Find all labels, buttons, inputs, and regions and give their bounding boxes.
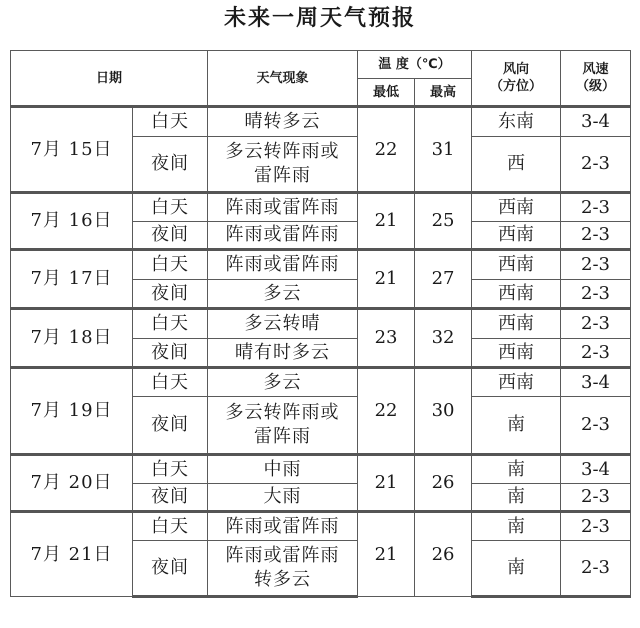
wind-direction-cell: 西南 <box>472 193 561 222</box>
wind-speed-cell: 2-3 <box>561 309 631 339</box>
period-cell: 夜间 <box>133 137 208 193</box>
min-temp-cell: 22 <box>358 107 415 193</box>
header-date: 日期 <box>11 51 208 107</box>
period-cell: 夜间 <box>133 397 208 455</box>
period-cell: 白天 <box>133 309 208 339</box>
wind-speed-cell: 2-3 <box>561 137 631 193</box>
wind-direction-cell: 东南 <box>472 107 561 137</box>
weather-text: 阵雨或雷阵雨 <box>225 515 340 537</box>
wind-speed-cell: 2-3 <box>561 397 631 455</box>
max-temp-cell: 32 <box>415 309 472 368</box>
weather-cell <box>208 309 358 339</box>
period-cell: 白天 <box>133 107 208 137</box>
header-wind-speed-label: 风速 <box>582 62 609 77</box>
period-cell: 白天 <box>133 193 208 222</box>
weather-cell <box>208 397 358 455</box>
weather-text: 晴有时多云 <box>235 341 331 363</box>
table-row <box>11 309 631 339</box>
wind-direction-cell: 南 <box>472 484 561 512</box>
weather-text: 晴转多云 <box>244 111 321 132</box>
weather-text: 雷阵雨 <box>254 165 312 186</box>
weather-text: 多云转晴 <box>244 313 321 334</box>
wind-direction-cell: 南 <box>472 397 561 455</box>
min-temp-cell: 21 <box>358 250 415 309</box>
min-temp-cell: 21 <box>358 193 415 250</box>
weather-cell <box>208 107 358 137</box>
wind-speed-cell: 2-3 <box>561 541 631 597</box>
wind-speed-cell: 2-3 <box>561 512 631 541</box>
weather-cell <box>208 484 358 512</box>
weather-text: 多云 <box>263 371 302 393</box>
weather-text: 阵雨或雷阵雨 <box>225 224 340 245</box>
table-row <box>11 512 631 541</box>
weather-text: 雷阵雨 <box>254 426 312 447</box>
footer-artifact <box>430 620 540 626</box>
header-min-temp: 最低 <box>358 79 415 107</box>
forecast-table <box>10 50 631 598</box>
wind-direction-cell: 西南 <box>472 250 561 280</box>
wind-speed-cell: 2-3 <box>561 193 631 222</box>
period-cell: 白天 <box>133 455 208 484</box>
max-temp-cell: 26 <box>415 455 472 512</box>
weather-text: 阵雨或雷阵雨 <box>225 254 340 275</box>
wind-speed-cell: 3-4 <box>561 455 631 484</box>
period-cell: 夜间 <box>133 280 208 309</box>
wind-direction-cell: 西南 <box>472 309 561 339</box>
max-temp-cell: 27 <box>415 250 472 309</box>
min-temp-cell: 21 <box>358 455 415 512</box>
period-cell: 夜间 <box>133 541 208 597</box>
date-cell: 7月 19日 <box>11 368 133 455</box>
min-temp-cell: 21 <box>358 512 415 597</box>
period-cell: 夜间 <box>133 484 208 512</box>
wind-direction-cell: 西南 <box>472 339 561 368</box>
wind-speed-cell: 3-4 <box>561 368 631 397</box>
wind-direction-cell: 西南 <box>472 222 561 250</box>
period-cell: 夜间 <box>133 222 208 250</box>
max-temp-cell: 30 <box>415 368 472 455</box>
wind-direction-cell: 西南 <box>472 280 561 309</box>
date-cell: 7月 18日 <box>11 309 133 368</box>
wind-speed-cell: 2-3 <box>561 339 631 368</box>
wind-speed-cell: 2-3 <box>561 280 631 309</box>
weather-cell <box>208 368 358 397</box>
weather-cell <box>208 222 358 250</box>
weather-cell <box>208 512 358 541</box>
wind-speed-cell: 2-3 <box>561 250 631 280</box>
period-cell: 白天 <box>133 368 208 397</box>
wind-direction-cell: 西南 <box>472 368 561 397</box>
date-cell: 7月 17日 <box>11 250 133 309</box>
header-wind-direction-label: 风向 <box>503 62 530 77</box>
wind-direction-cell: 南 <box>472 512 561 541</box>
min-temp-cell: 23 <box>358 309 415 368</box>
weather-cell <box>208 193 358 222</box>
weather-text: 多云 <box>263 282 302 304</box>
wind-direction-cell: 南 <box>472 541 561 597</box>
weather-cell <box>208 455 358 484</box>
table-row <box>11 193 631 222</box>
table-row <box>11 107 631 137</box>
period-cell: 白天 <box>133 250 208 280</box>
header-wind-speed <box>561 51 631 107</box>
min-temp-cell: 22 <box>358 368 415 455</box>
weather-text: 阵雨或雷阵雨 <box>225 196 340 218</box>
max-temp-cell: 26 <box>415 512 472 597</box>
max-temp-cell: 25 <box>415 193 472 250</box>
weather-text: 大雨 <box>263 486 302 507</box>
table-row <box>11 250 631 280</box>
period-cell: 白天 <box>133 512 208 541</box>
period-cell: 夜间 <box>133 339 208 368</box>
header-wind-speed-unit: （级） <box>576 79 616 94</box>
date-cell: 7月 20日 <box>11 455 133 512</box>
weather-text: 转多云 <box>254 569 312 590</box>
header-weather: 天气现象 <box>208 51 358 107</box>
weather-text: 中雨 <box>263 458 302 480</box>
forecast-body <box>11 107 631 597</box>
wind-speed-cell: 3-4 <box>561 107 631 137</box>
header-temperature: 温 度（℃） <box>358 51 472 79</box>
wind-speed-cell: 2-3 <box>561 484 631 512</box>
table-row <box>11 368 631 397</box>
weather-cell <box>208 137 358 193</box>
header-wind-direction-unit: （方位） <box>490 79 543 94</box>
weather-text: 多云转阵雨或 <box>225 141 340 162</box>
weather-cell <box>208 280 358 309</box>
max-temp-cell: 31 <box>415 107 472 193</box>
weather-cell <box>208 541 358 597</box>
wind-direction-cell: 南 <box>472 455 561 484</box>
header-wind-direction <box>472 51 561 107</box>
date-cell: 7月 16日 <box>11 193 133 250</box>
weather-cell <box>208 250 358 280</box>
date-cell: 7月 15日 <box>11 107 133 193</box>
weather-cell <box>208 339 358 368</box>
date-cell: 7月 21日 <box>11 512 133 597</box>
weather-text: 阵雨或雷阵雨 <box>225 545 340 566</box>
header-max-temp: 最高 <box>415 79 472 107</box>
wind-speed-cell: 2-3 <box>561 222 631 250</box>
weather-text: 多云转阵雨或 <box>225 402 340 423</box>
table-row <box>11 455 631 484</box>
wind-direction-cell: 西 <box>472 137 561 193</box>
page-title: 未来一周天气预报 <box>223 6 416 31</box>
